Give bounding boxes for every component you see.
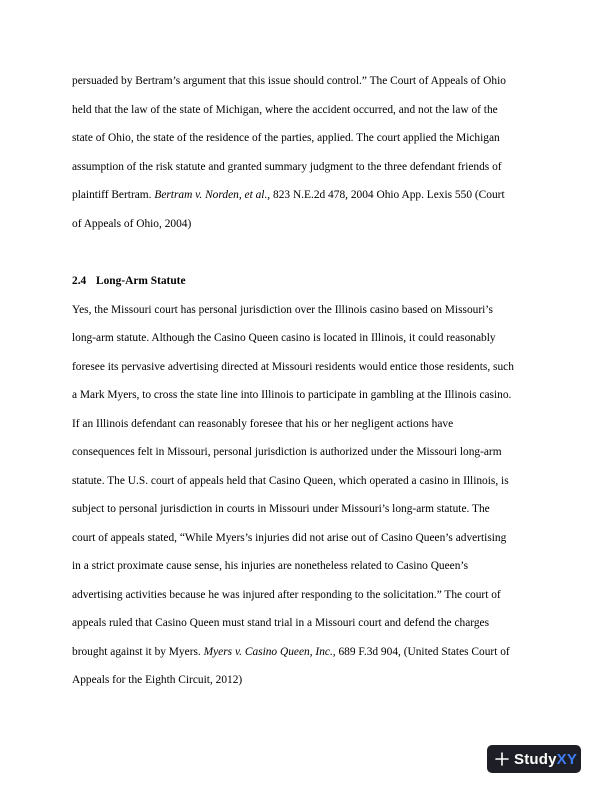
text-segment: brought against it by Myers.	[72, 645, 204, 658]
text-line: persuaded by Bertram’s argument that this issue should control.” The Court of Appeals of Ohio	[72, 75, 506, 87]
paragraph-bertram	[72, 67, 542, 238]
text-line: appeals ruled that Casino Queen must stand trial in a Missouri court and defend the charges	[72, 617, 490, 629]
text-line: a Mark Myers, to cross the state line into Illinois to participate in gambling at the Illinois casino.	[72, 389, 512, 401]
text-line: state of Ohio, the state of the residence of the parties, applied. The court applied the Michigan	[72, 132, 500, 144]
text-line: Yes, the Missouri court has personal jurisdiction over the Illinois casino based on Missouri’s	[72, 303, 493, 316]
document-body	[72, 67, 542, 695]
text-line: consequences felt in Missouri, personal jurisdiction is authorized under the Missouri long-arm	[72, 446, 502, 458]
text-segment: 689 F.3d 904, (United States Court of	[335, 645, 510, 658]
text-line	[72, 638, 542, 667]
text-segment: 823 N.E.2d 478, 2004 Ohio App. Lexis 550 (Court	[270, 189, 505, 201]
brand-main: Study	[514, 750, 557, 768]
text-line: court of appeals stated, “While Myers’s injuries did not arise out of Casino Queen’s advertising	[72, 531, 507, 544]
text-line: If an Illinois defendant can reasonably foresee that his or her negligent actions have	[72, 417, 454, 430]
section-heading	[72, 267, 542, 296]
paragraph-spacer	[72, 238, 542, 267]
text-line: foresee its pervasive advertising directed at Missouri residents would entice those residents, such	[72, 360, 514, 373]
brand-accent: XY	[556, 750, 578, 768]
paragraph-long-arm	[72, 296, 542, 695]
text-line: held that the law of the state of Michigan, where the accident occurred, and not the law of the	[72, 103, 498, 116]
plus-icon	[495, 752, 509, 766]
text-line: Appeals for the Eighth Circuit, 2012)	[72, 674, 243, 686]
text-line: assumption of the risk statute and granted summary judgment to the three defendant friends of	[72, 160, 502, 173]
text-segment: plaintiff Bertram.	[72, 189, 155, 201]
text-line: subject to personal jurisdiction in courts in Missouri under Missouri’s long-arm statute. The	[72, 503, 490, 515]
text-line	[72, 181, 542, 210]
case-citation: Bertram v. Norden, et al.,	[154, 189, 271, 201]
text-line: long-arm statute. Although the Casino Queen casino is located in Illinois, it could reasonably	[72, 332, 496, 344]
brand-wordmark	[514, 751, 577, 768]
text-line: advertising activities because he was injured after responding to the solicitation.” The court of	[72, 588, 501, 601]
text-line: in a strict proximate cause sense, his injuries are nonetheless related to Casino Queen’s	[72, 560, 469, 572]
section-number: 2.4	[72, 275, 87, 287]
text-line: of Appeals of Ohio, 2004)	[72, 217, 192, 230]
section-title: Long-Arm Statute	[96, 275, 186, 287]
studyxy-badge[interactable]	[487, 745, 581, 773]
text-line: statute. The U.S. court of appeals held that Casino Queen, which operated a casino in Illinois, is	[72, 474, 509, 487]
case-citation: Myers v. Casino Queen, Inc.,	[203, 645, 336, 658]
